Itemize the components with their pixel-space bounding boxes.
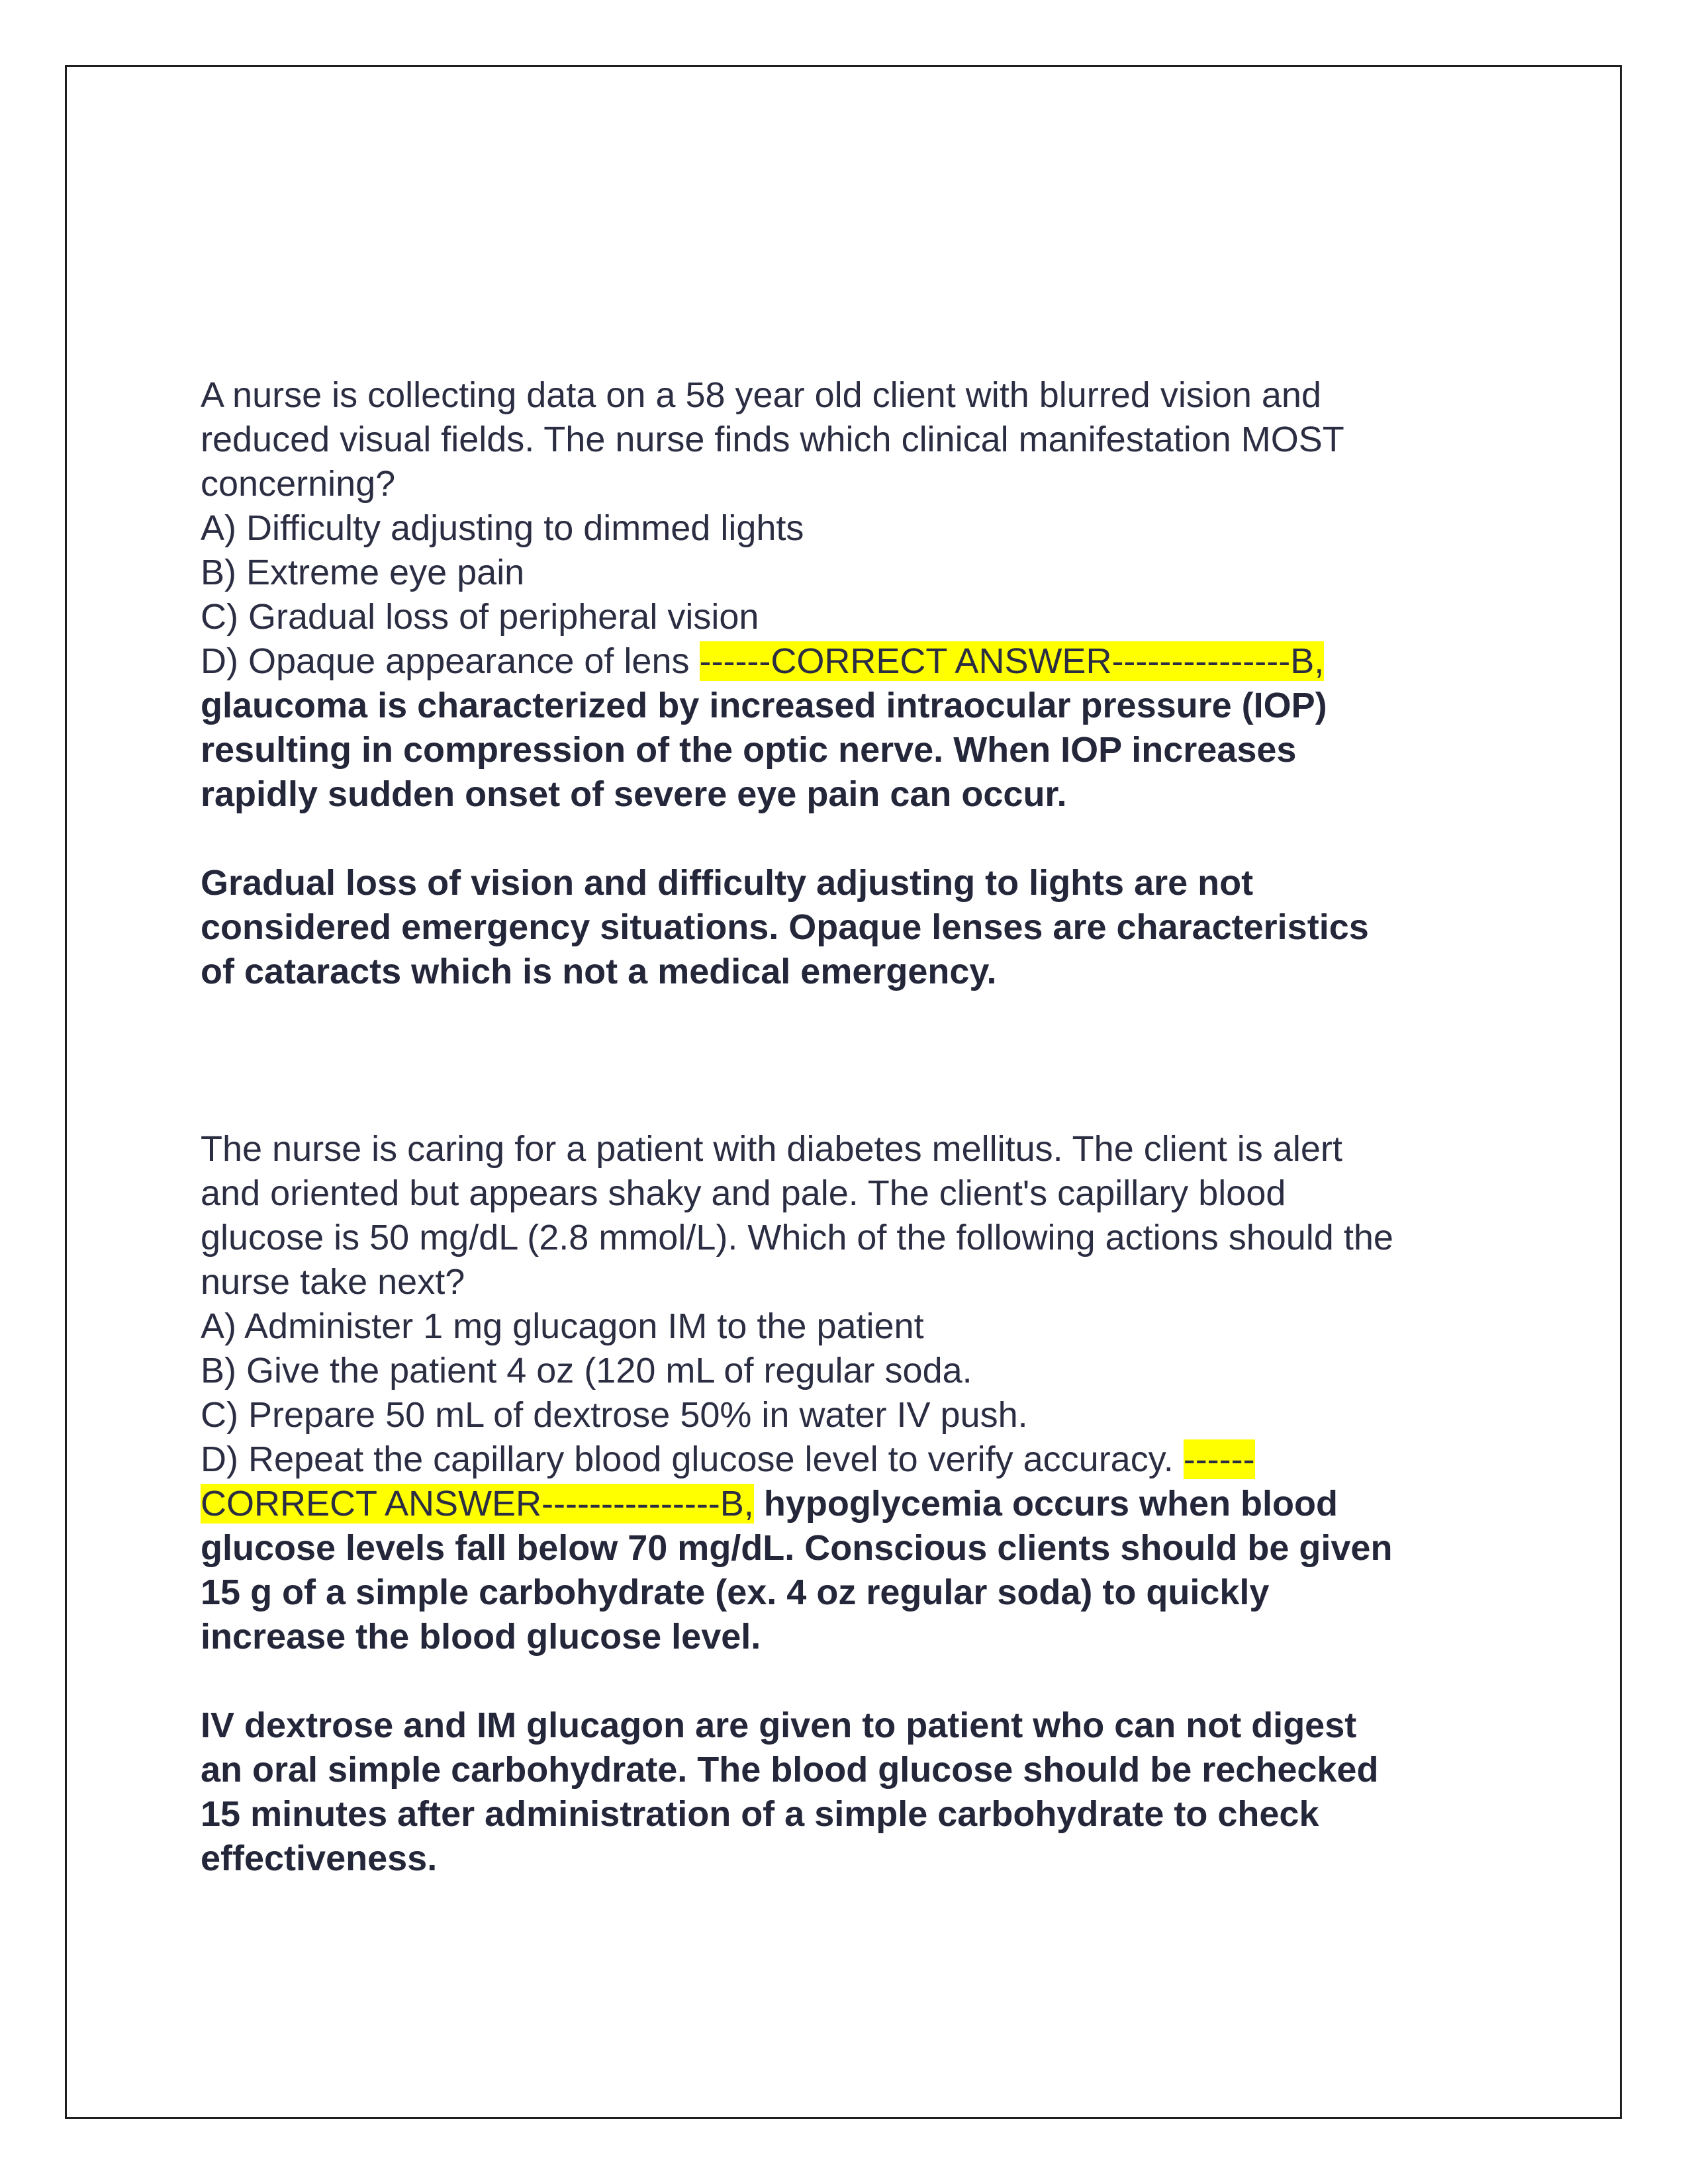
question-2-rationale2-line: 15 minutes after administration of a simple carbohydrate to check xyxy=(201,1794,1319,1834)
question-1-rationale2-line: of cataracts which is not a medical emergency. xyxy=(201,952,997,991)
paragraph-gap xyxy=(201,817,1538,861)
question-2-option-d: D) Repeat the capillary blood glucose level to verify accuracy. xyxy=(201,1439,1184,1479)
question-2-option-c: C) Prepare 50 mL of dextrose 50% in water IV push. xyxy=(201,1395,1028,1435)
question-2-option-a: A) Administer 1 mg glucagon IM to the patient xyxy=(201,1306,924,1346)
question-1-option-d: D) Opaque appearance of lens xyxy=(201,641,700,681)
question-2-rationale-first: hypoglycemia occurs when blood xyxy=(753,1484,1338,1524)
paragraph-gap xyxy=(201,1659,1538,1704)
document-body xyxy=(201,373,1538,1881)
question-2-rationale-line: glucose levels fall below 70 mg/dL. Conscious clients should be given xyxy=(201,1528,1393,1568)
question-2-stem-line: glucose is 50 mg/dL (2.8 mmol/L). Which of the following actions should the xyxy=(201,1218,1393,1257)
question-2-option-b: B) Give the patient 4 oz (120 mL of regular soda. xyxy=(201,1351,972,1390)
question-2-stem-line: and oriented but appears shaky and pale. The client's capillary blood xyxy=(201,1173,1286,1213)
question-2-correct-answer-marker-part2: CORRECT ANSWER---------------B, xyxy=(201,1484,754,1524)
question-1-option-d-line xyxy=(201,639,1538,684)
question-1 xyxy=(201,373,1538,994)
question-2-rationale-line: increase the blood glucose level. xyxy=(201,1617,761,1657)
question-1-rationale-line: glaucoma is characterized by increased intraocular pressure (IOP) xyxy=(201,686,1327,725)
question-1-rationale2-line: considered emergency situations. Opaque lenses are characteristics xyxy=(201,907,1369,947)
question-1-stem-line: A nurse is collecting data on a 58 year old client with blurred vision and xyxy=(201,375,1321,415)
question-gap xyxy=(201,994,1538,1127)
question-2-answer-line xyxy=(201,1482,1538,1526)
question-2-correct-answer-marker-part1: ------ xyxy=(1183,1439,1255,1479)
question-1-correct-answer-marker: ------CORRECT ANSWER---------------B, xyxy=(699,641,1325,681)
question-2-stem-line: The nurse is caring for a patient with diabetes mellitus. The client is alert xyxy=(201,1129,1342,1169)
question-1-rationale-line: resulting in compression of the optic nerve. When IOP increases xyxy=(201,730,1297,770)
question-1-option-c: C) Gradual loss of peripheral vision xyxy=(201,597,759,637)
question-1-option-a: A) Difficulty adjusting to dimmed lights xyxy=(201,508,804,548)
question-2-stem-line: nurse take next? xyxy=(201,1262,465,1302)
question-2-rationale2-line: IV dextrose and IM glucagon are given to patient who can not digest xyxy=(201,1706,1357,1745)
question-1-stem-line: concerning? xyxy=(201,464,396,504)
question-2-option-d-line xyxy=(201,1437,1538,1482)
question-1-option-b: B) Extreme eye pain xyxy=(201,553,525,592)
question-1-rationale2-line: Gradual loss of vision and difficulty adjusting to lights are not xyxy=(201,863,1254,903)
question-2 xyxy=(201,1127,1538,1881)
question-1-rationale-line: rapidly sudden onset of severe eye pain can occur. xyxy=(201,774,1067,814)
question-2-rationale2-line: effectiveness. xyxy=(201,1839,438,1878)
question-1-stem-line: reduced visual fields. The nurse finds which clinical manifestation MOST xyxy=(201,420,1344,459)
question-2-rationale-line: 15 g of a simple carbohydrate (ex. 4 oz regular soda) to quickly xyxy=(201,1572,1270,1612)
question-2-rationale2-line: an oral simple carbohydrate. The blood glucose should be rechecked xyxy=(201,1750,1379,1790)
